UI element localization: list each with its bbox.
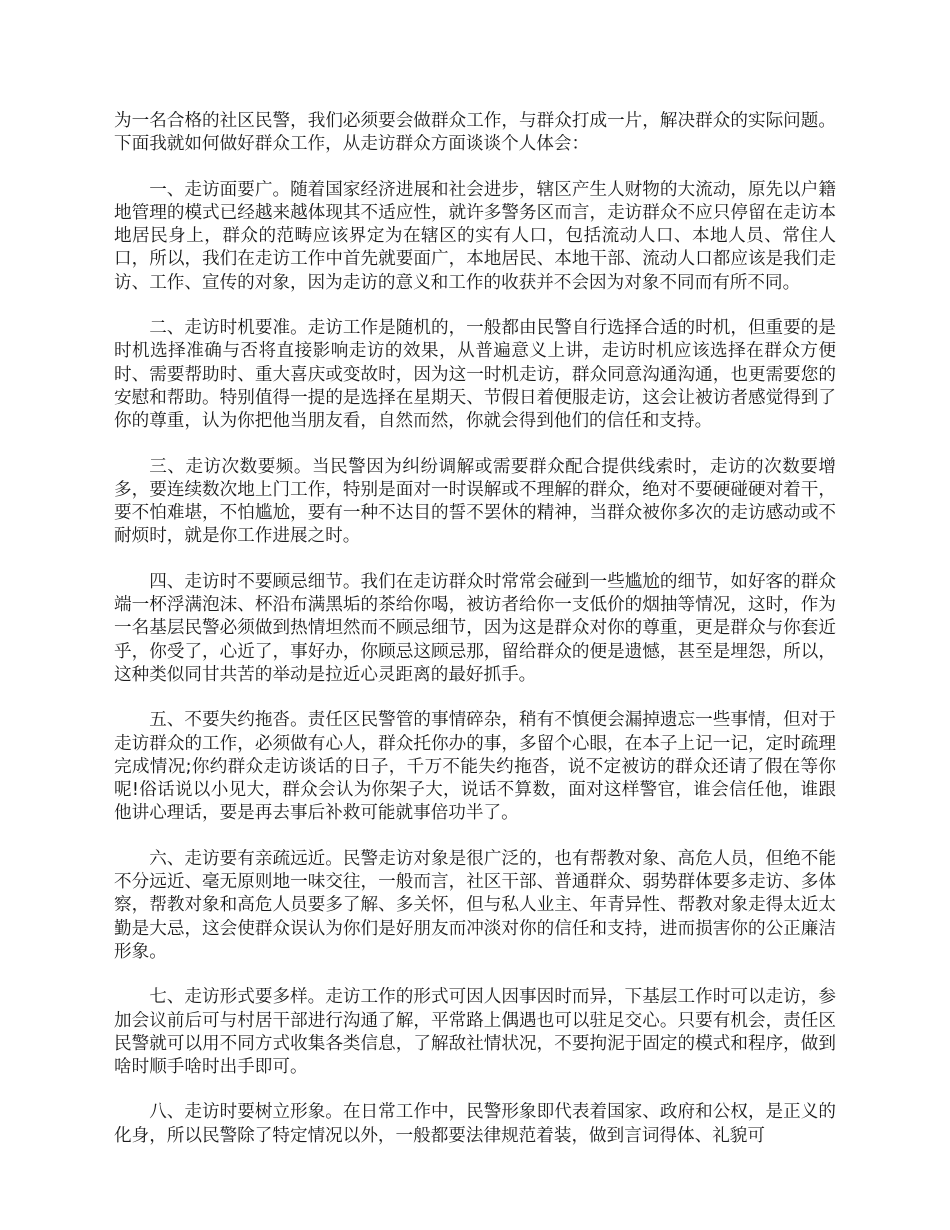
paragraph-6-visit-distance: 六、走访要有亲疏远近。民警走访对象是很广泛的，也有帮教对象、高危人员，但绝不能不分远近、毫无原则地一味交往，一般而言，社区干部、普通群众、弱势群体要多走访、多体察，帮教对象和高危人员要多了解、多关怀，但与私人业主、年青异性、帮教对象走得太近太勤是大忌，这会使群众误认为你们是好朋友而冲淡对你的信任和支持，进而损害你的公正廉洁形象。 [114,848,836,962]
paragraph-1-visit-scope: 一、走访面要广。随着国家经济进展和社会进步，辖区产生人财物的大流动，原先以户籍地管理的模式已经越来越体现其不适应性，就许多警务区而言，走访群众不应只停留在走访本地居民身上，群众的范畴应该界定为在辖区的实有人口，包括流动人口、本地人员、常住人口，所以，我们在走访工作中首先就要面广，本地居民、本地干部、流动人口都应该是我们走访、工作、宣传的对象，因为走访的意义和工作的收获并不会因为对象不同而有所不同。 [114,179,836,293]
document-page [114,110,836,1170]
intro-paragraph: 为一名合格的社区民警，我们必须要会做群众工作，与群众打成一片，解决群众的实际问题。下面我就如何做好群众工作，从走访群众方面谈谈个人体会： [114,111,836,155]
paragraph-5-no-delay: 五、不要失约拖沓。责任区民警管的事情碎杂，稍有不慎便会漏掉遗忘一些事情，但对于走访群众的工作，必须做有心人，群众托你办的事，多留个心眼，在本子上记一记，定时疏理完成情况;你约群众走访谈话的日子，千万不能失约拖沓，说不定被访的群众还请了假在等你呢!俗话说以小见大，群众会认为你架子大，说话不算数，面对这样警官，谁会信任他，谁跟他讲心理话，要是再去事后补救可能就事倍功半了。 [114,710,836,824]
paragraph-4-visit-details: 四、走访时不要顾忌细节。我们在走访群众时常常会碰到一些尴尬的细节，如好客的群众端一杯浮满泡沫、杯沿布满黑垢的茶给你喝，被访者给你一支低价的烟抽等情况，这时，作为一名基层民警必须做到热情坦然而不顾忌细节，因为这是群众对你的尊重，更是群众与你套近乎，你受了，心近了，事好办，你顾忌这顾忌那，留给群众的便是遗憾，甚至是埋怨，所以，这种类似同甘共苦的举动是拉近心灵距离的最好抓手。 [114,571,836,685]
paragraph-2-visit-timing: 二、走访时机要准。走访工作是随机的，一般都由民警自行选择合适的时机，但重要的是时机选择准确与否将直接影响走访的效果，从普遍意义上讲，走访时机应该选择在群众方便时、需要帮助时、重大喜庆或变故时，因为这一时机走访，群众同意沟通沟通，也更需要您的安慰和帮助。特别值得一提的是选择在星期天、节假日着便服走访，这会让被访者感觉得到了你的尊重，认为你把他当朋友看，自然而然，你就会得到他们的信任和支持。 [114,318,836,432]
paragraph-8-visit-image: 八、走访时要树立形象。在日常工作中，民警形象即代表着国家、政府和公权，是正义的化身，所以民警除了特定情况以外，一般都要法律规范着装，做到言词得体、礼貌可 [114,1102,836,1146]
paragraph-7-visit-forms: 七、走访形式要多样。走访工作的形式可因人因事因时而异，下基层工作时可以走访，参加会议前后可与村居干部进行沟通了解，平常路上偶遇也可以驻足交心。只要有机会，责任区民警就可以用不同方式收集各类信息，了解敌社情状况，不要拘泥于固定的模式和程序，做到啥时顺手啥时出手即可。 [114,987,836,1078]
paragraph-3-visit-frequency: 三、走访次数要频。当民警因为纠纷调解或需要群众配合提供线索时，走访的次数要增多，要连续数次地上门工作，特别是面对一时误解或不理解的群众，绝对不要硬碰硬对着干，要不怕难堪，不怕尴尬，要有一种不达目的誓不罢休的精神，当群众被你多次的走访感动或不耐烦时，就是你工作进展之时。 [114,456,836,547]
